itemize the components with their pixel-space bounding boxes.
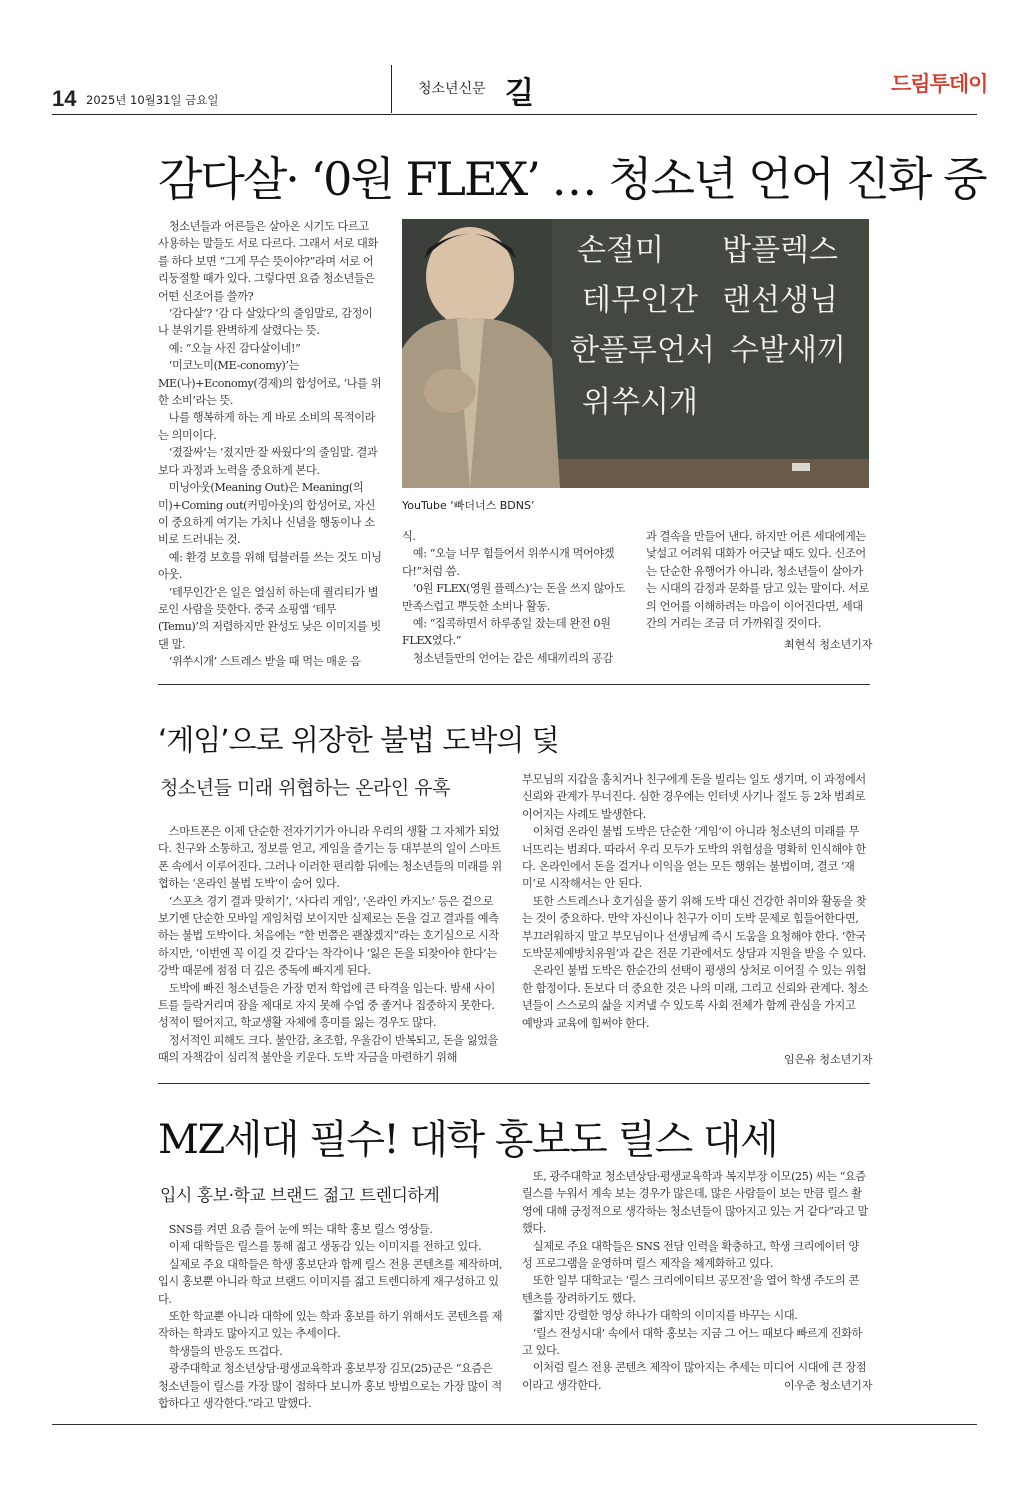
- paragraph: ‘위쑤시개’ 스트레스 받을 때 먹는 매운 음: [158, 655, 361, 669]
- paragraph: 학생들의 반응도 뜨겁다.: [158, 1344, 283, 1358]
- paragraph: 예: “오늘 사진 감다살이네!”: [158, 341, 301, 355]
- publication-title: 길: [505, 76, 534, 111]
- page-number: 14: [52, 86, 77, 111]
- brand-logo: [891, 68, 987, 98]
- article1-column-2: [402, 528, 626, 667]
- paragraph: 이처럼 릴스 전용 콘텐츠 제작이 많아지는 추세는 미디어 시대에 큰 장점이라고 생각한다.: [522, 1361, 867, 1392]
- section-divider: [158, 684, 870, 685]
- paragraph: 스마트폰은 이제 단순한 전자기기가 아니라 우리의 생활 그 자체가 되었다. 친구와 소통하고, 정보를 얻고, 게임을 즐기는 등 대부분의 일이 스마트폰 속에서 이루어진다. 그러나 이러한 편리함 뒤에는 청소년들의 미래를 위협하는 ‘온라인 불법 도박’이 숨어 있다.: [158, 825, 502, 891]
- board-word: 밥플렉스: [722, 233, 838, 268]
- paragraph: 청소년들만의 언어는 같은 세대끼리의 공감: [402, 651, 613, 665]
- article3-column-1: [158, 1221, 504, 1412]
- paragraph: 온라인 불법 도박은 한순간의 선택이 평생의 상처로 이어질 수 있는 위험한 함정이다. 돈보다 더 중요한 것은 나의 미래, 그리고 신뢰와 관계다. 청소년들이 스스로의 삶을 지켜낼 수 있도록 사회 전체가 함께 관심을 가지고 예방과 교육에 힘써야 한다.: [522, 964, 868, 1030]
- paragraph: 또한 학교뿐 아니라 대학에 있는 학과 홍보를 하기 위해서도 콘텐츠를 제작하는 학과도 많아지고 있는 추세이다.: [158, 1310, 503, 1341]
- paragraph: ‘졌잘싸’는 ‘졌지만 잘 싸웠다’의 줄임말. 결과보다 과정과 노력을 중요하게 본다.: [158, 446, 378, 477]
- paragraph: 미닝아웃(Meaning Out)은 Meaning(의미)+Coming out(커밍아웃)의 합성어로, 자신이 중요하게 여기는 가치나 신념을 행동이나 소비로 드러내는 것.: [158, 481, 376, 547]
- header-rule: [52, 114, 977, 115]
- brand-logo-text: 드림투데이: [891, 72, 988, 96]
- issue-date: 2025년 10월31일 금요일: [86, 93, 219, 107]
- article2-column-2: [522, 771, 868, 1032]
- paragraph: 예: “집콕하면서 하루종일 잤는데 완전 0원 FLEX였다.”: [402, 617, 611, 648]
- article2-byline: 임은유 청소년기자: [784, 1053, 873, 1066]
- paragraph: 정서적인 피해도 크다. 불안감, 초조함, 우울감이 반복되고, 돈을 잃었을 때의 자책감이 심리적 불안을 키운다. 도박 자금을 마련하기 위해: [158, 1033, 499, 1065]
- board-word: 손절미: [577, 233, 664, 268]
- paragraph: ‘0원 FLEX(영원 플렉스)’는 돈을 쓰지 않아도 만족스럽고 뿌듯한 소비나 활동.: [402, 582, 625, 613]
- article1-column-1: [158, 218, 382, 671]
- article3-subheadline: 입시 홍보·학교 브랜드 젊고 트렌디하게: [160, 1186, 440, 1206]
- paragraph: 부모님의 지갑을 훔치거나 친구에게 돈을 빌리는 일도 생기며, 이 과정에서 신뢰와 관계가 무너진다. 심한 경우에는 인터넷 사기나 절도 등 2차 범죄로 이어지는 사례도 발생한다.: [522, 773, 866, 821]
- paragraph: 과 결속을 만들어 낸다. 하지만 어른 세대에게는 낯설고 어려워 대화가 어긋날 때도 있다. 신조어는 단순한 유행어가 아니라, 청소년들이 살아가는 시대의 감정과 문화를 담고 있는 말이다. 서로의 언어를 이해하려는 마음이 이어진다면, 세대 간의 거리는 조금 더 가까워질 것이다.: [646, 530, 869, 631]
- footer-rule: [52, 1424, 977, 1425]
- article3-byline: 이우준 청소년기자: [784, 1379, 873, 1392]
- board-word: 랜선생님: [722, 283, 838, 318]
- paragraph: 또한 스트레스나 호기심을 풀기 위해 도박 대신 건강한 취미와 활동을 찾는 것이 중요하다. 만약 자신이나 친구가 이미 도박 문제로 힘들어한다면, 부끄러워하지 말고 부모님이나 선생님께 즉시 도움을 요청해야 한다. ‘한국도박문제예방치유원’과 같은 전문 기관에서도 상담과 지원을 받을 수 있다.: [522, 894, 867, 961]
- paragraph: ‘미코노미(ME-conomy)’는 ME(나)+Economy(경제)의 합성어로, ‘나를 위한 소비’라는 뜻.: [158, 359, 382, 408]
- paragraph: 청소년들과 어른들은 살아온 시기도 다르고 사용하는 말들도 서로 다르다. 그래서 서로 대화를 하다 보면 “그게 무슨 뜻이야?”라며 서로 어리둥절할 때가 있다. 그렇다면 요즘 청소년들은 어떤 신조어를 쓸까?: [158, 220, 378, 303]
- paragraph: 나를 행복하게 하는 게 바로 소비의 목적이라는 의미이다.: [158, 411, 376, 442]
- paragraph: 또한 일부 대학교는 ‘릴스 크리에이티브 공모전’을 열어 학생 주도의 콘텐츠를 장려하기도 했다.: [522, 1274, 859, 1305]
- paragraph: 식.: [402, 530, 416, 543]
- article1-photo: [402, 219, 869, 488]
- article1-headline: 감다살· ‘0원 FLEX’ … 청소년 언어 진화 중: [158, 152, 986, 206]
- section-divider: [158, 1083, 870, 1084]
- board-word: 수발새끼: [730, 333, 846, 368]
- article3-headline: MZ세대 필수! 대학 홍보도 릴스 대세: [158, 1117, 778, 1163]
- paragraph: 짧지만 강렬한 영상 하나가 대학의 이미지를 바꾸는 시대.: [522, 1309, 798, 1323]
- paragraph: ‘감다살’? ‘감 다 살았다’의 줄임말로, 감정이나 분위기를 완벽하게 살렸다는 뜻.: [158, 307, 373, 338]
- paragraph: ‘테무인간’은 일은 열심히 하는데 퀄리티가 별로인 사람을 뜻한다. 중국 쇼핑앱 ‘테무(Temu)’의 저렴하지만 완성도 낮은 이미지를 빗댄 말.: [158, 585, 381, 651]
- article2-column-1: [158, 823, 504, 1067]
- header-divider: [391, 65, 392, 113]
- article2-subheadline: 청소년들 미래 위협하는 온라인 유혹: [160, 777, 450, 799]
- paragraph: 또, 광주대학교 청소년상담·평생교육학과 복지부장 이모(25) 씨는 “요즘 릴스를 누워서 계속 보는 경우가 많은데, 많은 사람들이 보는 만큼 릴스 촬영에 대해 긍정적으로 생각하는 청소년들이 많아지고 있는 거 같다”라고 말했다.: [522, 1170, 868, 1236]
- board-word: 테무인간: [582, 283, 698, 318]
- paragraph: SNS를 켜면 요즘 들어 눈에 띄는 대학 홍보 릴스 영상들.: [158, 1223, 433, 1236]
- paragraph: 예: “오늘 너무 힘들어서 위쑤시개 먹어야겠다!”처럼 씀.: [402, 547, 615, 578]
- paragraph: 예: 환경 보호를 위해 텀블러를 쓰는 것도 미닝아웃.: [158, 550, 382, 582]
- article1-byline: 최현식 청소년기자: [784, 638, 873, 651]
- board-word: 위쑤시개: [582, 385, 698, 420]
- paragraph: 도박에 빠진 청소년들은 가장 먼저 학업에 큰 타격을 입는다. 밤새 사이트를 들락거리며 잠을 제대로 자지 못해 수업 중 졸거나 집중하지 못한다. 성적이 떨어지고, 학교생활 자체에 흥미를 잃는 경우도 많다.: [158, 981, 495, 1030]
- publication-name: 청소년신문: [418, 81, 486, 97]
- paragraph: ‘릴스 전성시대’ 속에서 대학 홍보는 지금 그 어느 때보다 빠르게 진화하고 있다.: [522, 1326, 863, 1358]
- board-word: 한플루언서: [570, 333, 715, 368]
- paragraph: 광주대학교 청소년상담·평생교육학과 홍보부장 김모(25)군은 “요즘은 청소년들이 릴스를 가장 많이 접하다 보니까 홍보 방법으로는 가장 많이 적합하다고 생각한다.”라고 말했다.: [158, 1362, 502, 1411]
- article1-column-3: [646, 528, 870, 632]
- article3-column-2: [522, 1168, 868, 1394]
- paragraph: 이제 대학들은 릴스를 통해 젊고 생동감 있는 이미지를 전하고 있다.: [158, 1240, 482, 1254]
- paragraph: ‘스포츠 경기 결과 맞히기’, ‘사다리 게임’, ‘온라인 카지노’ 등은 겉으로 보기엔 단순한 모바일 게임처럼 보이지만 실제로는 돈을 걸고 결과를 예측하는 불법 도박이다. 처음에는 “한 번쯤은 괜찮겠지”라는 호기심으로 시작하지만, ‘이번엔 꼭 이길 것 같다’는 착각이나 ‘잃은 돈을 되찾아야 한다’는 강박 때문에 점점 더 깊은 중독에 빠지게 된다.: [158, 894, 499, 978]
- photo-caption: YouTube ‘빠더너스 BDNS’: [402, 499, 535, 512]
- paragraph: 실제로 주요 대학들은 학생 홍보단과 함께 릴스 전용 콘텐츠를 제작하며, 입시 홍보뿐 아니라 학교 브랜드 이미지를 젊고 트렌디하게 재구성하고 있다.: [158, 1257, 503, 1306]
- paragraph: 실제로 주요 대학들은 SNS 전담 인력을 확충하고, 학생 크리에이터 양성 프로그램을 운영하며 릴스 제작을 체계화하고 있다.: [522, 1239, 859, 1271]
- paragraph: 이처럼 온라인 불법 도박은 단순한 ‘게임’이 아니라 청소년의 미래를 무너뜨리는 범죄다. 따라서 우리 모두가 도박의 위험성을 명확히 인식해야 한다. 온라인에서 돈을 걸거나 이익을 얻는 모든 행위는 불법이며, 결코 ‘재미’로 시작해서는 안 된다.: [522, 825, 866, 891]
- article2-headline: ‘게임’으로 위장한 불법 도박의 덫: [158, 723, 559, 757]
